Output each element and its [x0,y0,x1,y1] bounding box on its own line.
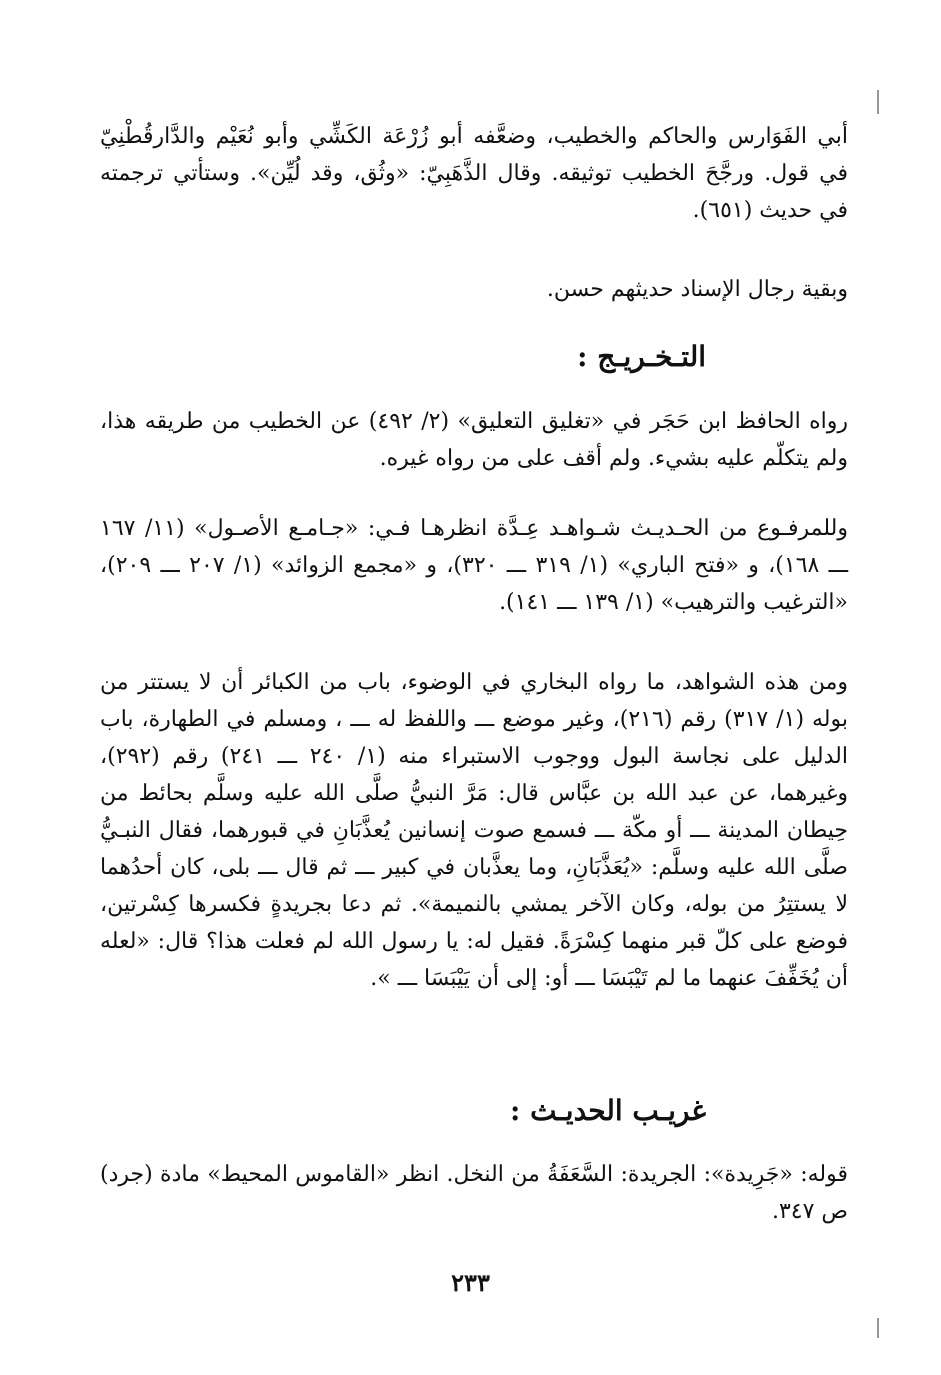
intro-paragraph-block [100,118,848,229]
takhrij-heading: التـخـريـج : [577,340,706,373]
gharib-heading: غريـب الحديـث : [510,1094,706,1127]
takhrij-paragraph-1: رواه الحافظ ابن حَجَر في «تغليق التعليق» (٢/ ٤٩٢) عن الخطيب من طريقه هذا، ولم يتكلّم عليه بشيء. ولم أقف على من رواه غيره. [100,409,848,471]
scan-edge-mark-top [877,90,879,114]
page-number: ٢٣٣ [451,1268,490,1297]
takhrij-paragraph-2: وللمرفـوع من الحـديـث شـواهـد عِـدَّة انظرهـا فـي: «جـامـع الأصـول» (١١/ ١٦٧ ـــ ١٦٨)، و «فتح الباري» (١/ ٣١٩ ـــ ٣٢٠)، و «مجمع الزوائد» (١/ ٢٠٧ ـــ ٢٠٩)، «الترغيب والترهيب» (١/ ١٣٩ ـــ ١٤١). [100,516,849,615]
takhrij-paragraph-2-block [100,510,848,621]
remaining-paragraph-block [100,271,848,308]
scan-edge-mark-bottom [877,1318,879,1338]
gharib-paragraph-block [100,1156,848,1230]
takhrij-paragraph-1-block [100,403,848,477]
remaining-narrators-paragraph: وبقية رجال الإسناد حديثهم حسن. [546,277,848,302]
gharib-paragraph: قوله: «جَرِيدة»: الجريدة: السَّعَفَةُ من النخل. انظر «القاموس المحيط» مادة (جرد) ص ٣٤٧. [100,1162,848,1224]
takhrij-paragraph-3: ومن هذه الشواهد، ما رواه البخاري في الوضوء، باب من الكبائر أن لا يستتر من بوله (١/ ٣١٧) رقم (٢١٦)، وغير موضع ـــ واللفظ له ـــ ، ومسلم في الطهارة، باب الدليل على نجاسة البول ووجوب الاستبراء منه (١/ ٢٤٠ ـــ ٢٤١) رقم (٢٩٢)، وغيرهما، عن عبد الله بن عبَّاس قال: مَرَّ النبيُّ صلَّى الله عليه وسلَّم بحائط من حِيطان المدينة ـــ أو مكّة ـــ فسمع صوت إنسانين يُعذَّبَانِ في قبورهما، فقال النبـيُّ صلَّى الله عليه وسلَّم: «يُعَذَّبَانِ، وما يعذَّبان في كبير ـــ ثم قال ـــ بلى، كان أحدُهما لا يستتِرُ من بوله، وكان الآخر يمشي بالنميمة». ثم دعا بجريدةٍ فكسرها كِسْرتين، فوضع على كلّ قبر منهما كِسْرَةً. فقيل له: يا رسول الله لم فعلت هذا؟ قال: «لعله أن يُخَفِّفَ عنهما ما لم تَيْبَسَا ـــ أو: إلى أن يَيْبَسَا ـــ ». [100,670,848,991]
intro-paragraph: أبي الفَوَارس والحاكم والخطيب، وضعَّفه أبو زُرْعَة الكَشِّي وأبو نُعَيْم والدَّارقُطْنِيّ في قول. ورجَّحَ الخطيب توثيقه. وقال الذَّهَبِيّ: «وثُق، وقد لُيِّن». وستأتي ترجمته في حديث (٦٥١). [100,124,848,223]
takhrij-paragraph-3-block [100,664,848,997]
